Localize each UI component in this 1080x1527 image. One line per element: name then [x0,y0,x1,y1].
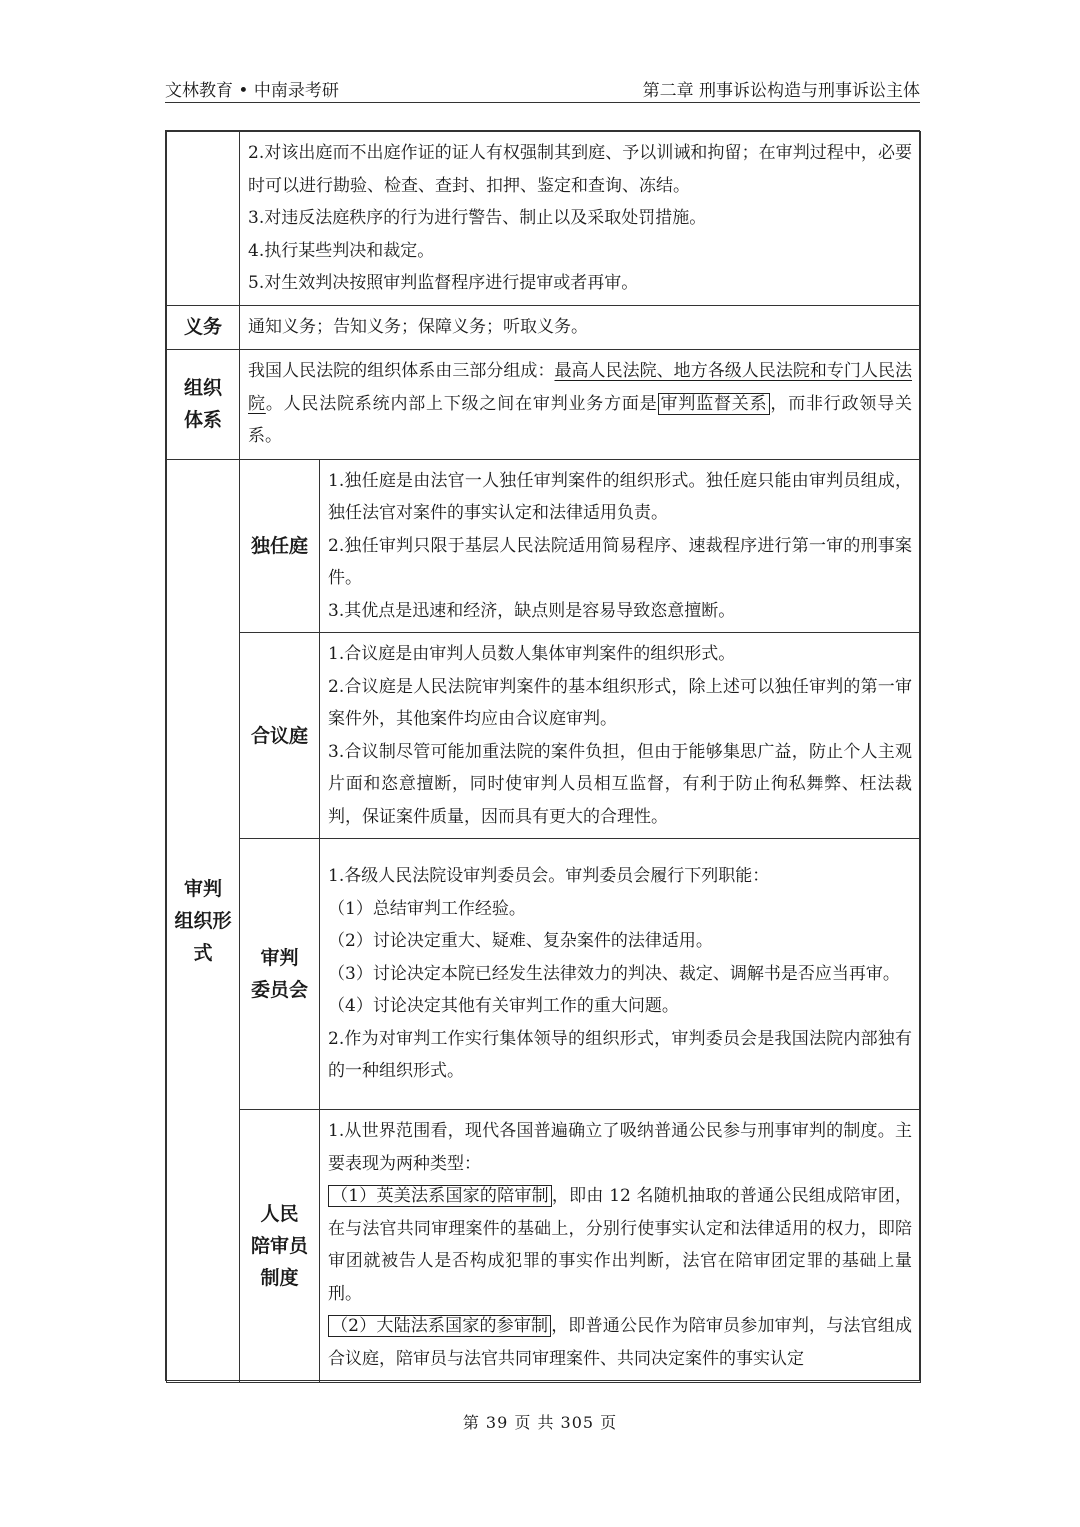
org-system-label [167,349,240,459]
org-label-line-2: 体系 [183,409,222,431]
committee-label-line-1: 审判 [260,947,299,969]
people-assessor-label [240,1110,320,1383]
list-item: （2）讨论决定重大、疑难、复杂案件的法律适用。 [328,931,713,952]
list-item: 2.独任审判只限于基层人民法院适用简易程序、速裁程序进行第一审的刑事案件。 [328,535,912,588]
list-item [328,1180,912,1310]
trial-label-line-2: 组织形 [174,909,232,932]
duty-content: 通知义务；告知义务；保障义务；听取义务。 [240,306,921,350]
list-item: （4）讨论决定其他有关审判工作的重大问题。 [328,996,679,1017]
trial-label-line-3: 式 [193,941,213,964]
content-table-frame [165,130,920,1381]
assessor-label-line-2: 陪审员 [250,1235,308,1257]
org-text-5: ，而非行政领导关系。 [248,393,913,447]
single-judge-label: 独任庭 [240,459,320,633]
table-row-people-assessor [167,1110,921,1383]
people-assessor-content [320,1110,921,1383]
jury-system-description: ，即由 12 名随机抽取的普通公民组成陪审团，在与法官共同审理案件的基础上，分别行使事实认定和法律适用的权力，即陪审团就被告人是否构成犯罪的事实作出判断，法官在陪审团定罪的基础上量刑。 [328,1186,912,1304]
trial-committee-label [240,839,320,1110]
assessor-label-line-3: 制度 [260,1267,299,1289]
boxed-lay-judge-system: （2）大陆法系国家的参审制 [328,1315,551,1337]
list-item: 2.作为对审判工作实行集体领导的组织形式，审判委员会是我国法院内部独有的一种组织形式。 [328,1028,912,1082]
org-underlined-courts: 最高人民法院、地方各级人民法院和专门人民法院 [248,361,913,414]
list-item: 1.各级人民法院设审判委员会。审判委员会履行下列职能： [328,866,770,887]
table-row-duty [167,306,921,350]
list-item: 3.合议制尽管可能加重法院的案件负担，但由于能够集思广益，防止个人主观片面和恣意擅断，同时使审判人员相互监督，有利于防止徇私舞弊、枉法裁判，保证案件质量，因而具有更大的合理性。 [328,741,912,827]
powers-label-cell [167,132,240,306]
list-item: （1）总结审判工作经验。 [328,898,526,919]
table-row-trial-committee [167,839,921,1110]
list-item: 2.对该出庭而不出庭作证的证人有权强制其到庭、予以训诫和拘留；在审判过程中，必要时可以进行勘验、检查、查封、扣押、鉴定和查询、冻结。 [248,143,912,196]
org-boxed-term: 审判监督关系 [658,393,771,415]
list-item: 2.合议庭是人民法院审判案件的基本组织形式，除上述可以独任审判的第一审案件外，其他案件均应由合议庭审判。 [328,676,912,729]
header-publisher: 文林教育 • 中南录考研 [165,81,339,101]
powers-content [240,132,921,306]
org-text-1: 我国人民法院的组织体系由三部分组成： [248,361,555,382]
list-item: 3.其优点是迅速和经济，缺点则是容易导致恣意擅断。 [328,600,736,621]
page-number-footer: 第 39 页 共 305 页 [462,1413,618,1432]
single-judge-content [320,459,921,633]
list-item: 5.对生效判决按照审判监督程序进行提审或者再审。 [248,273,639,294]
trial-committee-content [320,839,921,1110]
collegial-panel-content [320,633,921,839]
org-text-3: 。人民法院系统内部上下级之间在审判业务方面是 [265,393,658,414]
duty-label: 义务 [167,306,240,350]
trial-org-label [167,459,240,1383]
list-item: （3）讨论决定本院已经发生法律效力的判决、裁定、调解书是否应当再审。 [328,963,900,984]
list-item: 1.合议庭是由审判人员数人集体审判案件的组织形式。 [328,644,736,664]
boxed-jury-system: （1）英美法系国家的陪审制 [328,1185,552,1207]
assessor-label-line-1: 人民 [260,1203,299,1225]
table-row-powers [167,132,921,306]
page-header [165,72,920,103]
list-item: 1.从世界范围看，现代各国普遍确立了吸纳普通公民参与刑事审判的制度。主要表现为两种类型： [328,1121,912,1174]
collegial-panel-label: 合议庭 [240,633,320,839]
list-item: 3.对违反法庭秩序的行为进行警告、制止以及采取处罚措施。 [248,208,707,229]
list-item: 4.执行某些判决和裁定。 [248,240,435,261]
org-label-line-1: 组织 [183,377,222,399]
lay-judge-system-description: ，即普通公民作为陪审员参加审判，与法官组成合议庭，陪审员与法官共同审理案件、共同决定案件的事实认定 [328,1316,912,1369]
committee-label-line-2: 委员会 [250,979,308,1001]
org-system-content [240,349,921,459]
list-item: 1.独任庭是由法官一人独任审判案件的组织形式。独任庭只能由审判员组成，独任法官对案件的事实认定和法律适用负责。 [328,470,912,523]
content-table [166,131,921,1383]
table-row-single-judge [167,459,921,633]
table-row-org-system [167,349,921,459]
table-row-collegial-panel [167,633,921,839]
trial-label-line-1: 审判 [183,877,222,900]
header-chapter-title: 第二章 刑事诉讼构造与刑事诉讼主体 [642,81,920,101]
list-item [328,1310,912,1375]
